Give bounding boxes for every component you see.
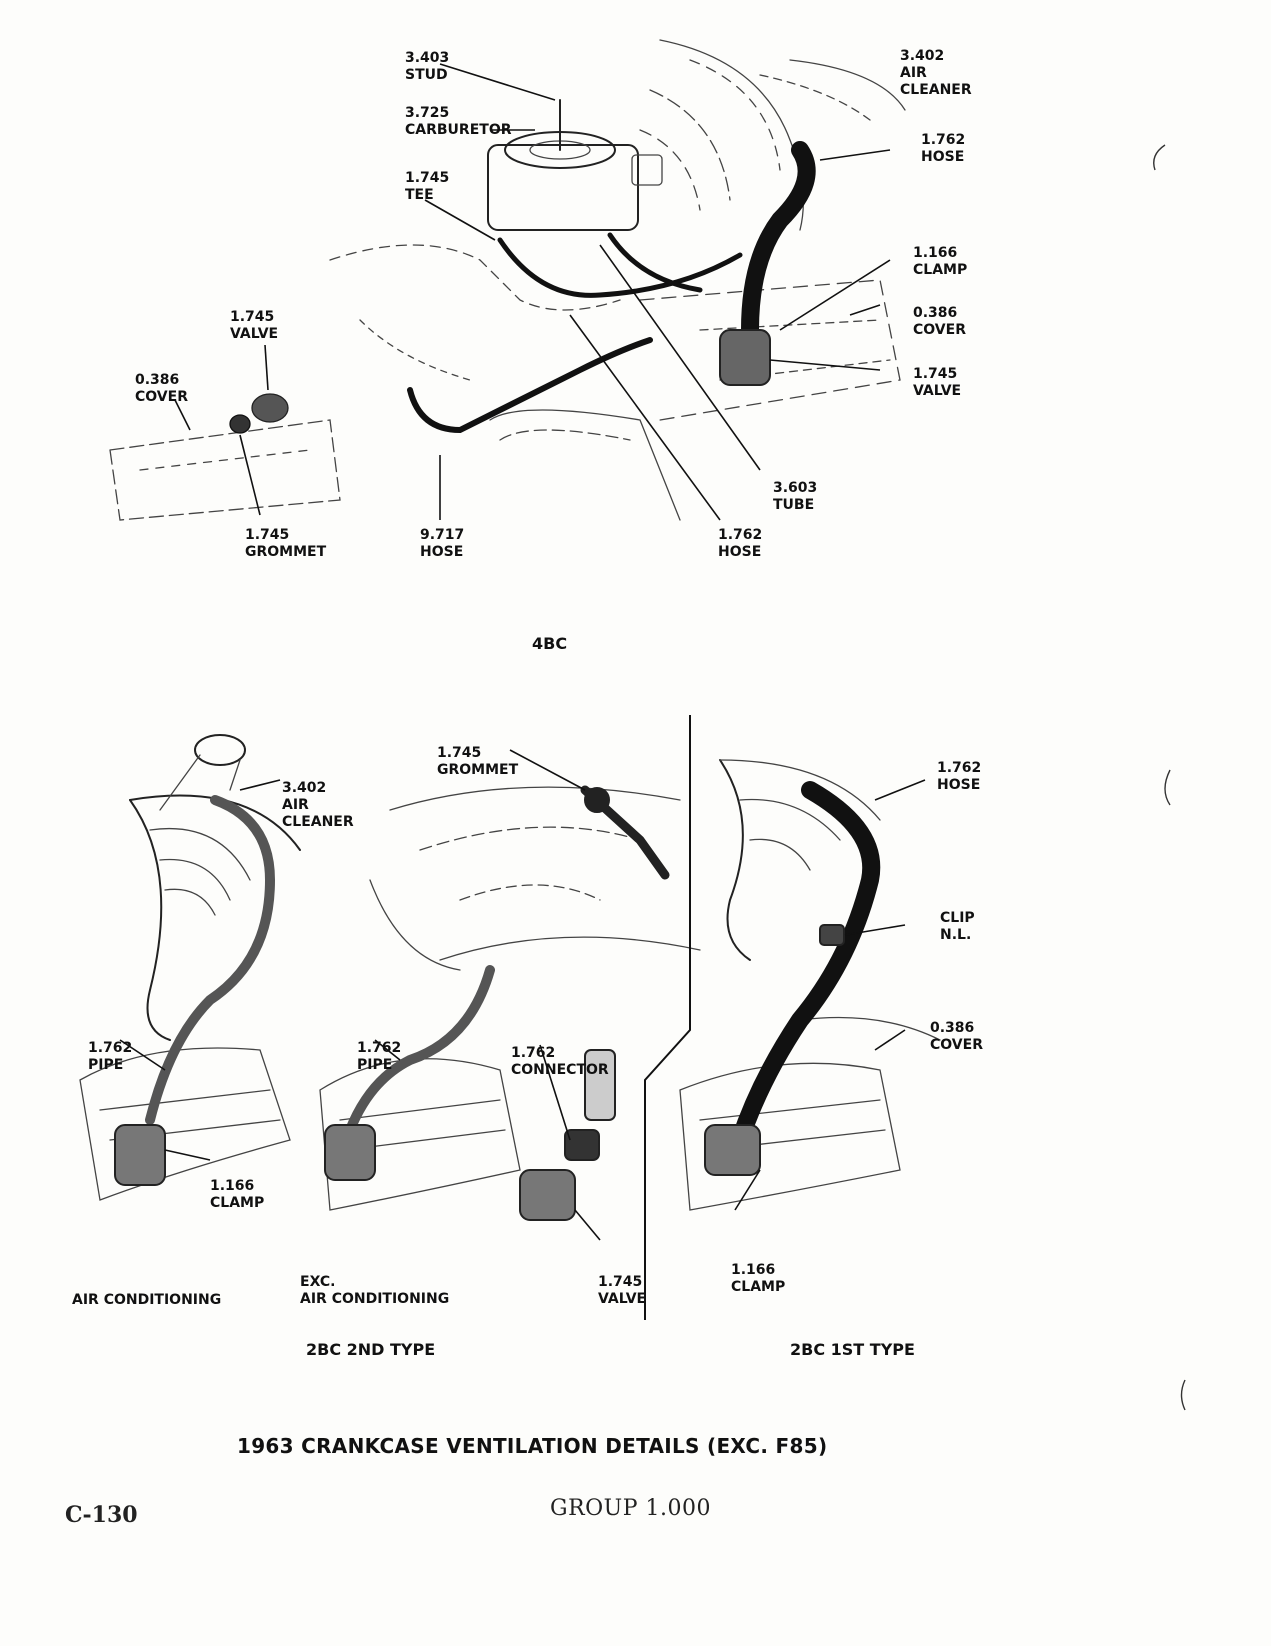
- page-number: C-130: [65, 1502, 138, 1528]
- page-title: 1963 CRANKCASE VENTILATION DETAILS (EXC. F85): [237, 1434, 828, 1458]
- callout-hose-top: 1.762 HOSE: [921, 132, 966, 165]
- callout-cover-left: 0.386 COVER: [135, 372, 188, 405]
- callout-carburetor: 3.725 CARBURETOR: [405, 105, 512, 138]
- section-label-2bc-2nd: 2BC 2ND TYPE: [306, 1340, 436, 1359]
- callout-stud: 3.403 STUD: [405, 50, 450, 83]
- callout-clamp-2bc: 1.166 CLAMP: [210, 1178, 265, 1211]
- callout-pipe-exc: 1.762 PIPE: [357, 1040, 402, 1073]
- callout-valve-left: 1.745 VALVE: [230, 309, 279, 342]
- callout-grommet-2bc: 1.745 GROMMET: [437, 745, 519, 778]
- callout-hose-bottom: 9.717 HOSE: [420, 527, 465, 560]
- callout-valve-right: 1.745 VALVE: [913, 366, 962, 399]
- callout-tube: 3.603 TUBE: [773, 480, 818, 513]
- label-air-conditioning: AIR CONDITIONING: [72, 1292, 222, 1308]
- callout-hose-mid: 1.762 HOSE: [718, 527, 763, 560]
- callout-air-cleaner-4bc: 3.402 AIR CLEANER: [900, 48, 972, 98]
- label-exc-air-conditioning: EXC. AIR CONDITIONING: [300, 1274, 450, 1307]
- callout-air-cleaner-2bc: 3.402 AIR CLEANER: [282, 780, 354, 830]
- section-label-4bc: 4BC: [532, 634, 568, 653]
- callout-clip: CLIP N.L.: [940, 910, 975, 943]
- callout-clamp-2bc1: 1.166 CLAMP: [731, 1262, 786, 1295]
- callout-clamp-4bc: 1.166 CLAMP: [913, 245, 968, 278]
- callout-tee: 1.745 TEE: [405, 170, 450, 203]
- section-label-2bc-1st: 2BC 1ST TYPE: [790, 1340, 915, 1359]
- callout-connector: 1.762 CONNECTOR: [511, 1045, 609, 1078]
- callout-valve-2bc: 1.745 VALVE: [598, 1274, 647, 1307]
- callout-cover-right: 0.386 COVER: [913, 305, 966, 338]
- callout-grommet-left: 1.745 GROMMET: [245, 527, 327, 560]
- callout-cover-2bc1: 0.386 COVER: [930, 1020, 983, 1053]
- callout-pipe-ac: 1.762 PIPE: [88, 1040, 133, 1073]
- callout-hose-2bc1: 1.762 HOSE: [937, 760, 982, 793]
- group-label: GROUP 1.000: [550, 1496, 711, 1521]
